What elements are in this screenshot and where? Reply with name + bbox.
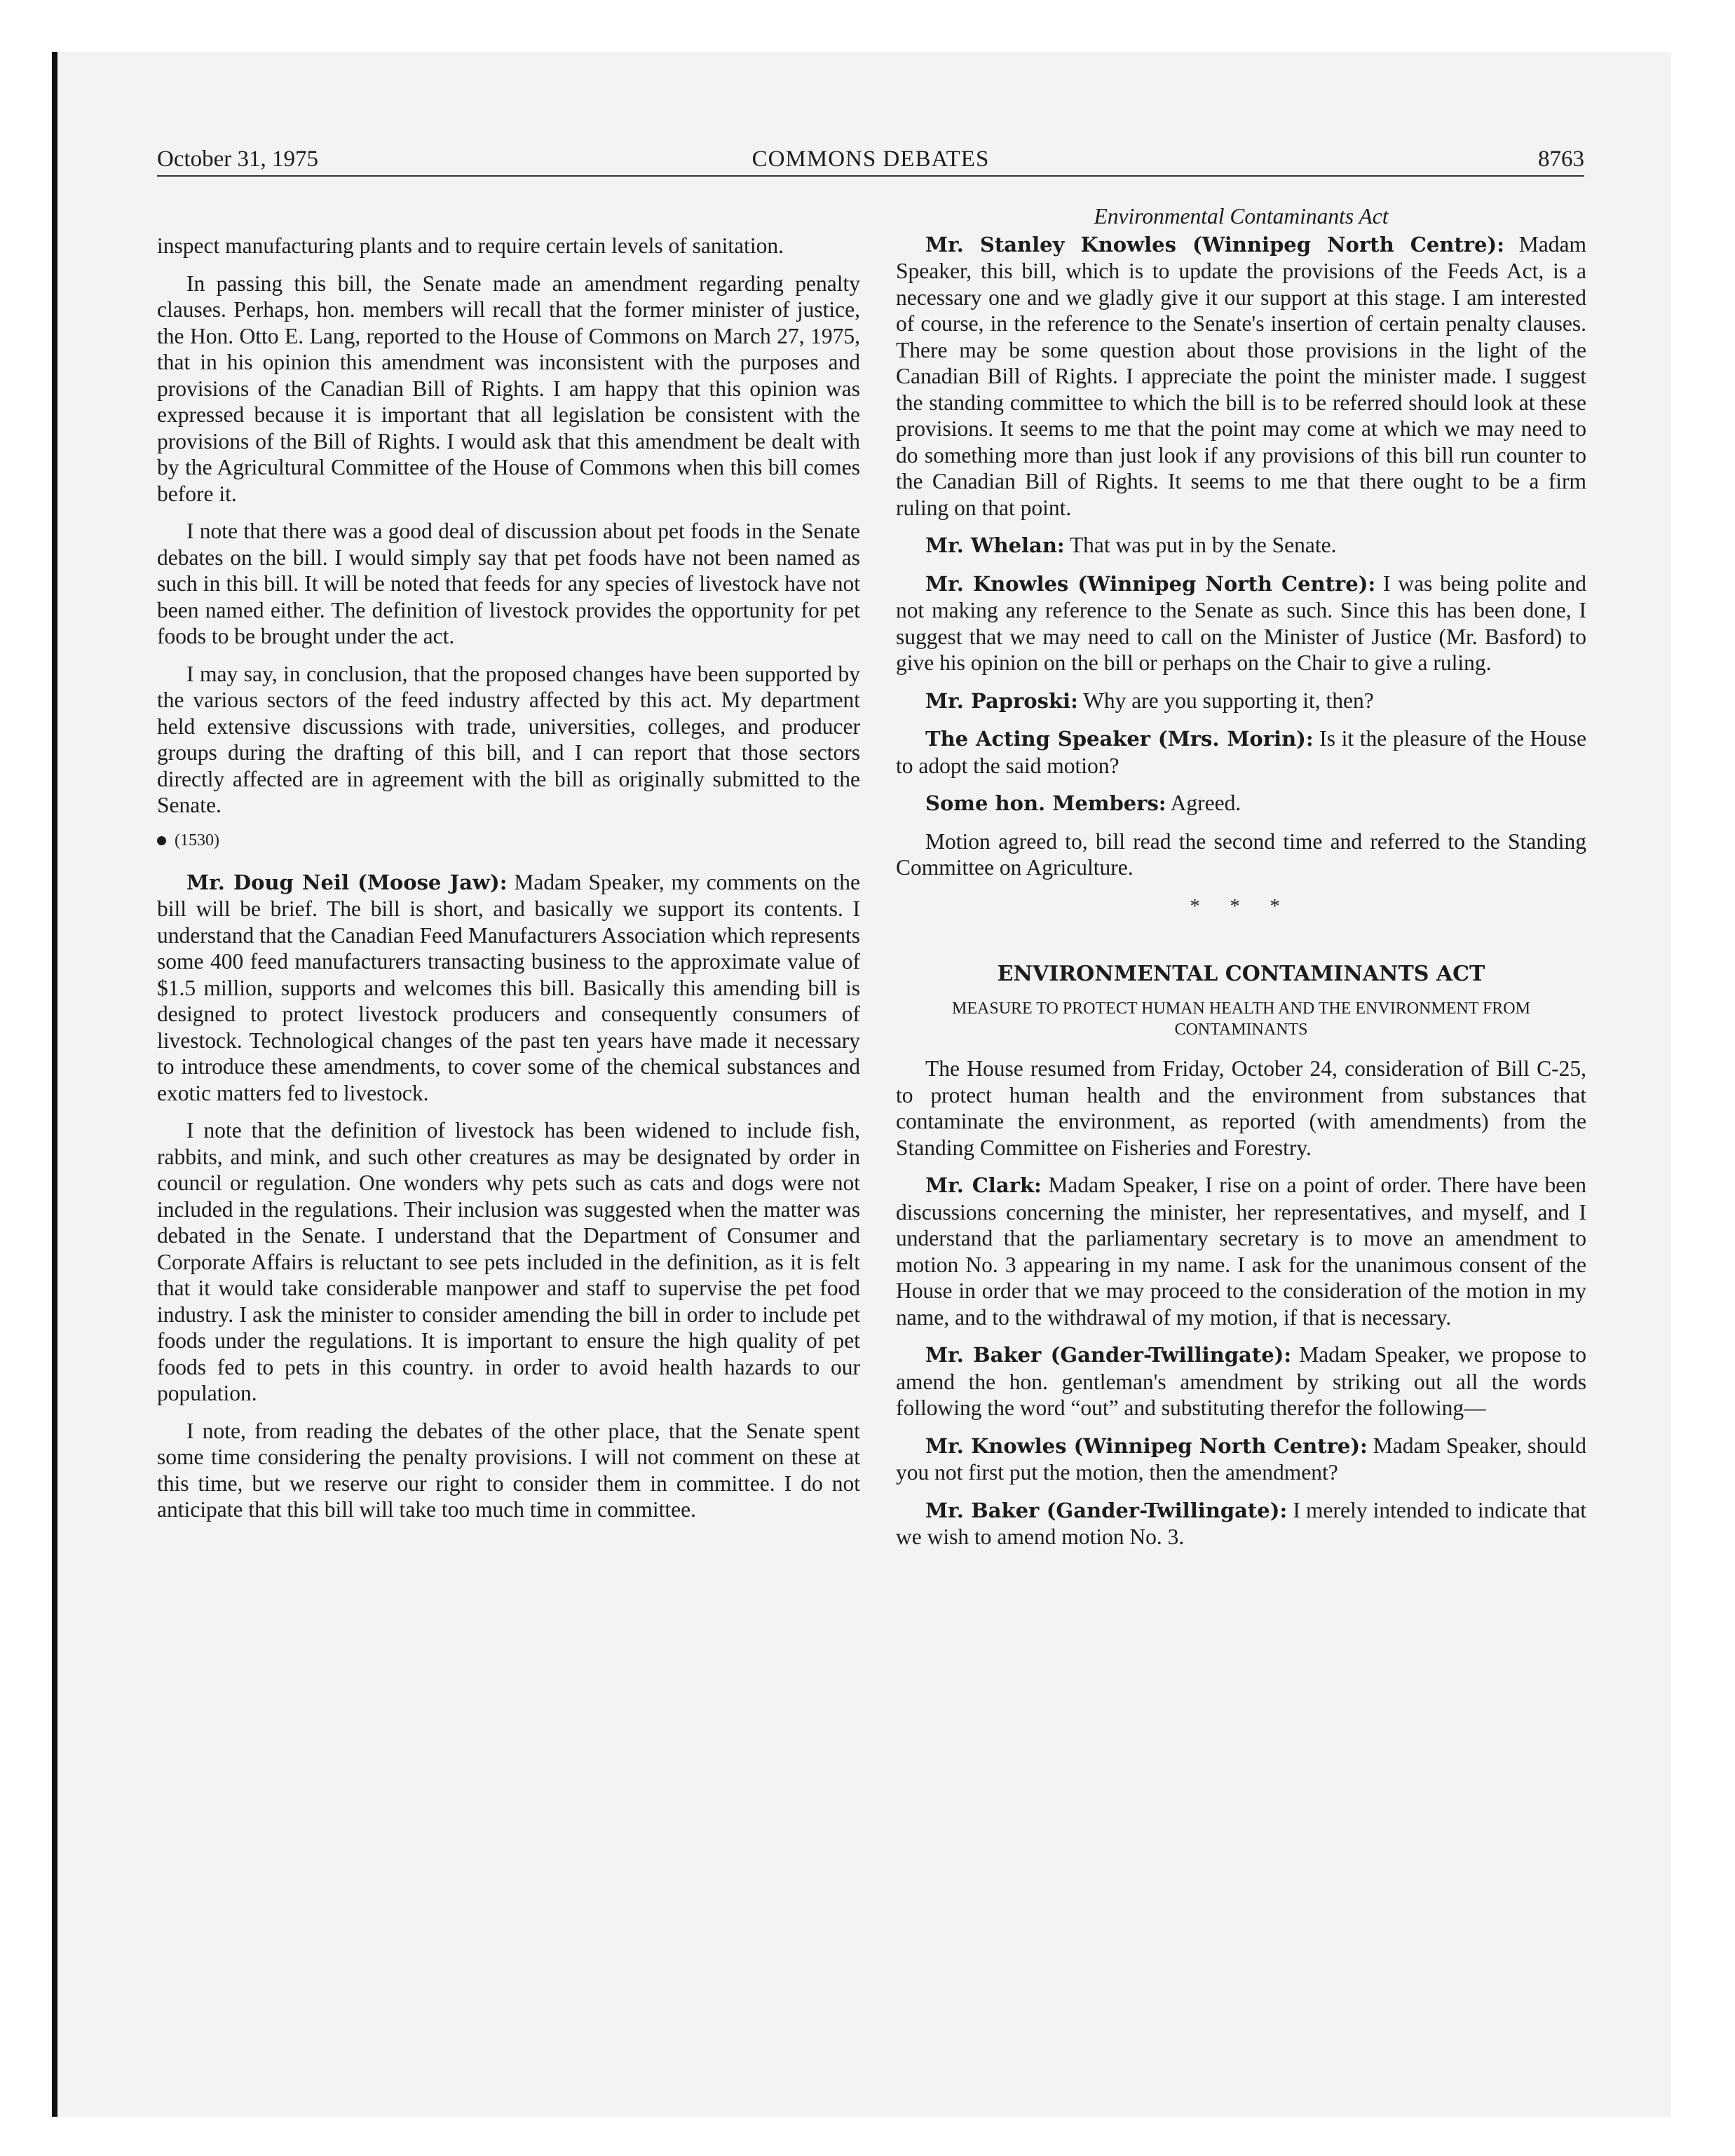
speech-paragraph [896,790,1586,817]
speaker-name: Mr. Clark: [925,1173,1042,1197]
paragraph: In passing this bill, the Senate made an amendment regarding penalty clauses. Perhaps, hon. members will recall that the former minister of justice, the Hon. Otto E. Lang, reported to the House of Commons on March 27, 1975, that in his opinion this amendment was inconsistent with the purposes and provisions of the Canadian Bill of Rights. I am happy that this opinion was expressed because it is important that all legislation be consistent with the provisions of the Bill of Rights. I would ask that this amendment be dealt with by the Agricultural Committee of the House of Commons when this bill comes before it. [157,271,860,506]
speech-paragraph [896,688,1586,715]
speech-paragraph [896,1497,1586,1550]
header-page-number: 8763 [1538,146,1584,172]
speech-text: Is it the pleasure of the House to adopt the said motion? [896,726,1587,778]
speech-paragraph [896,725,1586,779]
speech-text: That was put in by the Senate. [1069,533,1337,557]
speech-text: Why are you supporting it, then? [1083,688,1374,713]
speaker-name: Mr. Stanley Knowles (Winnipeg North Centre): [925,232,1504,257]
speaker-name: Mr. Whelan: [925,533,1065,557]
paragraph: I note that the definition of livestock has been widened to include fish, rabbits, and mink, and such other creatures as may be designated by order in council or regulation. One wonders why pets such as cats and dogs were not included in the regulations. Their inclusion was suggested when the matter was debated in the Senate. I understand that the Department of Consumer and Corporate Affairs is reluctant to see pets included in the definition, as it is felt that it would take considerable manpower and staff to supervise the pet food industry. I ask the minister to consider amending the bill in order to include pet foods under the regulations. It is important to ensure the high quality of pet foods fed to pets in this country. in order to avoid health hazards to our population. [157,1118,860,1405]
time-marker-text: (1530) [175,831,219,850]
speaker-name: Mr. Knowles (Winnipeg North Centre): [925,1433,1368,1458]
speaker-name: Mr. Doug Neil (Moose Jaw): [186,870,508,894]
speech-paragraph [896,1172,1586,1330]
speech-text: Madam Speaker, this bill, which is to update the provisions of the Feeds Act, is a necessary one and we gladly give it our support at this stage. I am interested of course, in the reference to the Senate's insertion of certain penalty clauses. There may be some question about those provisions in the light of the Canadian Bill of Rights. I appreciate the point the minister made. I suggest the standing committee to which the bill is to be referred should look at these provisions. It seems to me that the point may come at which we may need to do something more than just look if any provisions of this bill run counter to the Canadian Bill of Rights. It seems to me that there ought to be a firm ruling on that point. [896,231,1586,520]
speech-paragraph [896,231,1586,521]
header-title: COMMONS DEBATES [751,146,990,172]
speaker-name: The Acting Speaker (Mrs. Morin): [925,727,1314,751]
paragraph: I may say, in conclusion, that the proposed changes have been supported by the various sectors of the feed industry affected by this act. My department held extensive discussions with trade, universities, colleges, and producer groups during the drafting of this bill, and I can report that those sectors directly affected are in agreement with the bill as originally submitted to the Senate. [157,661,860,817]
speech-text: Madam Speaker, we propose to amend the hon. gentleman's amendment by striking out all the words following the word “out” and substituting therefor the following— [896,1342,1587,1420]
speaker-name: Some hon. Members: [925,791,1166,815]
speech-text: Agreed. [1170,791,1241,815]
paragraph: I note, from reading the debates of the other place, that the Senate spent some time considering the penalty provisions. I will not comment on these at this time, but we reserve our right to consider them in committee. I do not anticipate that this bill will take too much time in committee. [157,1418,860,1522]
speech-text: Madam Speaker, my comments on the bill will be brief. The bill is short, and basically we support its contents. I understand that the Canadian Feed Manufacturers Association which represents some 400 feed manufacturers transacting business to the approximate value of $1.5 million, supports and welcomes this bill. Basically this amending bill is designed to protect livestock producers and consequently consumers of livestock. Technological changes of the past ten years have made it necessary to introduce these amendments, to cover some of the chemical substances and exotic matters fed to livestock. [157,869,861,1105]
paragraph: I note that there was a good deal of discussion about pet foods in the Senate debates on the bill. I would simply say that pet foods have not been named as such in this bill. It will be noted that feeds for any species of livestock have not been named either. The definition of livestock provides the opportunity for pet foods to be brought under the act. [157,519,860,648]
speech-paragraph [896,571,1586,676]
section-running-head: Environmental Contaminants Act [1094,204,1389,228]
section-subtitle: MEASURE TO PROTECT HUMAN HEALTH AND THE ENVIRONMENT FROM CONTAMINANTS [952,999,1530,1039]
speech-text: Madam Speaker, I rise on a point of order. There have been discussions concerning the minister, her representatives, and myself, and I understand that the parliamentary secretary is to move an amendment to motion No. 3 appearing in my name. I ask for the unanimous consent of the House in order that we may proceed to the consideration of the motion in my name, and to the withdrawal of my motion, if that is necessary. [896,1173,1586,1330]
section-divider: * * * [1190,895,1293,917]
speech-text: Madam Speaker, should you not first put the motion, then the amendment? [896,1433,1586,1485]
speaker-name: Mr. Baker (Gander-Twillingate): [925,1343,1292,1367]
speaker-name: Mr. Paproski: [925,688,1078,713]
time-marker [157,830,860,851]
left-column [157,233,860,1534]
paragraph: The House resumed from Friday, October 24, consideration of Bill C-25, to protect human health and the environment from substances that contaminate the environment, as reported (with amendments) from the Standing Committee on Fisheries and Forestry. [896,1056,1586,1160]
right-column [896,203,1586,1562]
running-head [157,143,1584,175]
speaker-name: Mr. Knowles (Winnipeg North Centre): [925,571,1376,596]
speech-paragraph [896,532,1586,559]
speech-text: I was being polite and not making any reference to the Senate as such. Since this has been done, I suggest that we may need to call on the Minister of Justice (Mr. Basford) to give his opinion on the bill or perhaps on the Chair to give a ruling. [896,571,1586,675]
speech-paragraph [157,869,860,1107]
speech-text: I merely intended to indicate that we wish to amend motion No. 3. [896,1497,1587,1549]
header-date: October 31, 1975 [157,146,319,172]
paragraph: inspect manufacturing plants and to require certain levels of sanitation. [157,233,784,258]
section-title: ENVIRONMENTAL CONTAMINANTS ACT [997,962,1485,986]
paragraph: Motion agreed to, bill read the second time and referred to the Standing Committee on Agriculture. [896,828,1586,880]
speaker-name: Mr. Baker (Gander-Twillingate): [925,1498,1288,1522]
speech-paragraph [896,1433,1586,1486]
bullet-dot-icon [157,836,166,845]
scan-edge-shadow [52,52,57,2117]
header-rule [157,175,1584,177]
speech-paragraph [896,1342,1586,1421]
